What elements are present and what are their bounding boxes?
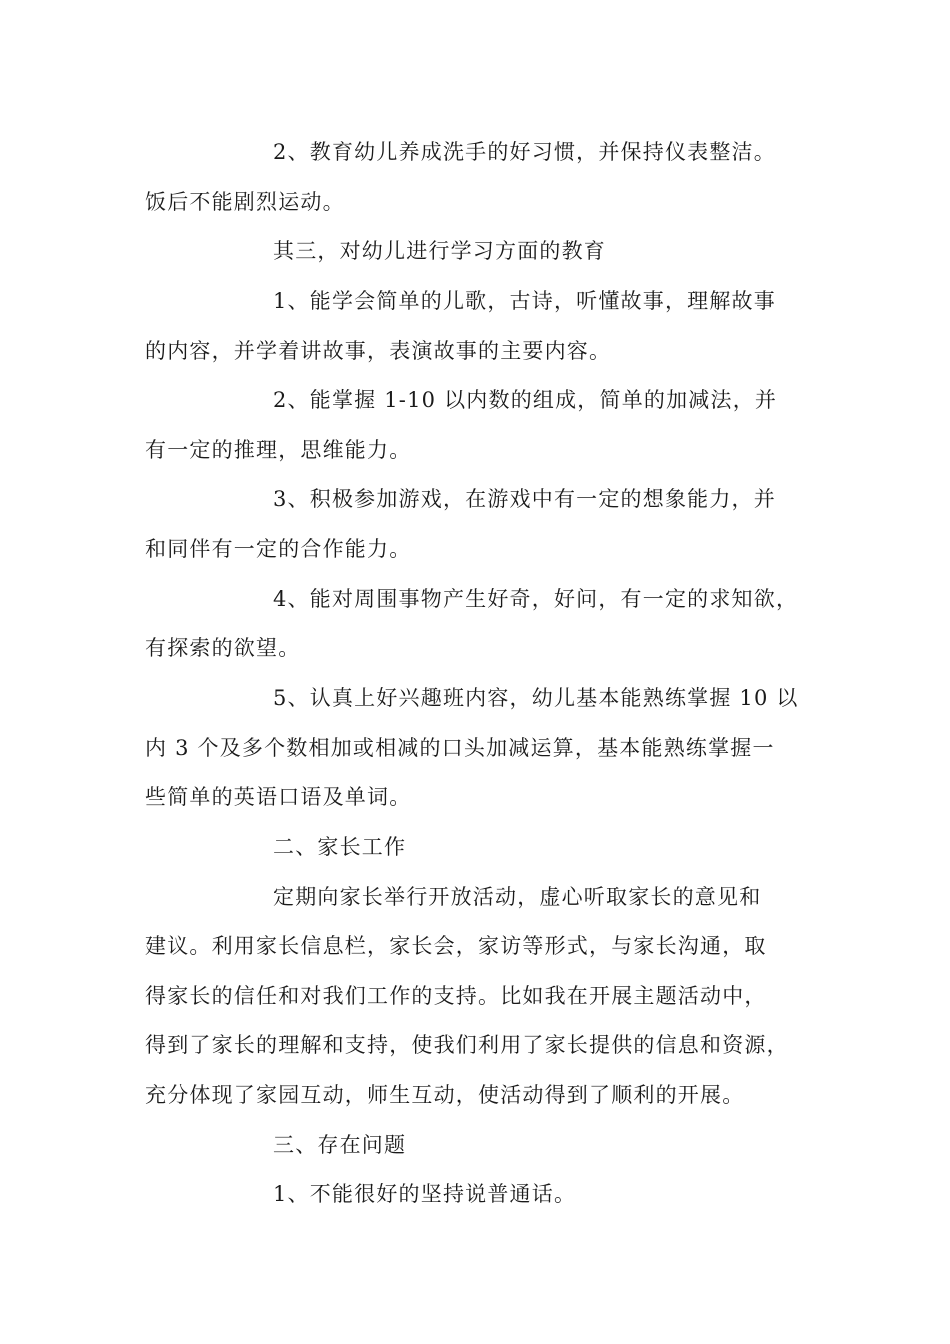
section-heading: 二、家长工作 <box>273 835 407 859</box>
paragraph-line: 5、认真上好兴趣班内容，幼儿基本能熟练掌握 10 以 <box>273 686 799 710</box>
paragraph-line: 饭后不能剧烈运动。 <box>145 190 345 214</box>
section-heading: 其三，对幼儿进行学习方面的教育 <box>273 239 606 263</box>
paragraph-line: 充分体现了家园互动，师生互动，使活动得到了顺利的开展。 <box>145 1083 745 1107</box>
paragraph-line: 有一定的推理，思维能力。 <box>145 438 412 462</box>
paragraph-line: 建议。利用家长信息栏，家长会，家访等形式，与家长沟通，取 <box>145 934 767 958</box>
paragraph-line: 1、能学会简单的儿歌，古诗，听懂故事，理解故事 <box>273 289 776 313</box>
paragraph-line: 得家长的信任和对我们工作的支持。比如我在开展主题活动中， <box>145 984 767 1008</box>
paragraph-line: 有探索的欲望。 <box>145 636 301 660</box>
paragraph-line: 内 3 个及多个数相加或相减的口头加减运算，基本能熟练掌握一 <box>145 736 775 760</box>
paragraph-line: 1、不能很好的坚持说普通话。 <box>273 1182 577 1206</box>
section-heading: 三、存在问题 <box>273 1133 407 1157</box>
paragraph-line: 3、积极参加游戏，在游戏中有一定的想象能力，并 <box>273 487 776 511</box>
paragraph-line: 和同伴有一定的合作能力。 <box>145 537 412 561</box>
paragraph-line: 4、能对周围事物产生好奇，好问，有一定的求知欲， <box>273 587 799 611</box>
paragraph-line: 2、教育幼儿养成洗手的好习惯，并保持仪表整洁。 <box>273 140 776 164</box>
paragraph-line: 得到了家长的理解和支持，使我们利用了家长提供的信息和资源， <box>145 1033 789 1057</box>
paragraph-line: 2、能掌握 1-10 以内数的组成，简单的加减法，并 <box>273 388 778 412</box>
paragraph-line: 些简单的英语口语及单词。 <box>145 785 412 809</box>
paragraph-line: 的内容，并学着讲故事，表演故事的主要内容。 <box>145 339 612 363</box>
paragraph-line: 定期向家长举行开放活动，虚心听取家长的意见和 <box>273 885 762 909</box>
